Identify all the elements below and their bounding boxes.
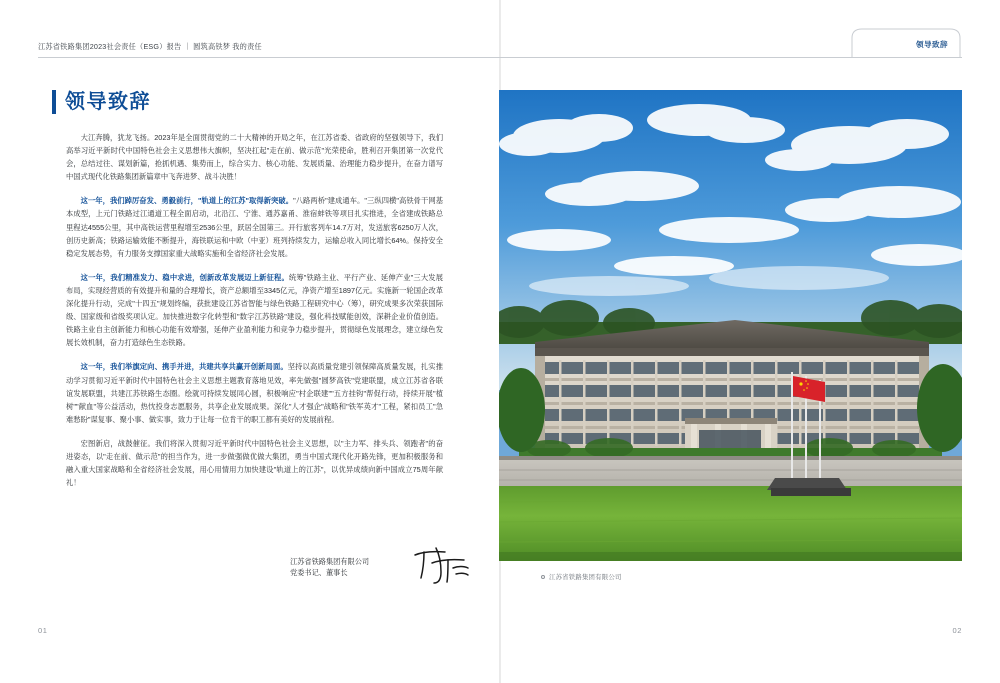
caption-bullet-icon xyxy=(541,575,545,579)
paragraph xyxy=(66,271,443,350)
paragraph xyxy=(66,437,443,489)
article-body xyxy=(66,131,443,489)
paragraph-text: 坚持以高质量党建引领保障高质量发展，扎实推动学习贯彻习近平新时代中国特色社会主义思想主题教育落地见效，率先做强"圆梦高铁"党建联盟，成立江苏省各联谊发展联盟，共建江苏铁路生态圈。绘就可持续发展同心圆，积极响应"村企联建""五方挂钩"帮促行动，持续开展"植树""献血"等公益活动，热忱投身志愿服务，共享企业发展成果。深化"人才强企"战略和"铁军英才"工程，紧扣员工"急难愁盼"谋复事、聚小事、做实事，致力于让每一位肯干的职工都有美好的发展前程。 xyxy=(66,362,444,424)
paragraph-text: 统筹"铁路主业、平行产业、延伸产业"三大发展布局，实现经营质的有效提升和量的合理增长，资产总额增至3345亿元，净资产增至1897亿元。实施新一轮国企改革深化提升行动，完成"十四五"规划终编，获批建设江苏省智能与绿色铁路工程研究中心（筹），研究成果多次荣获国际级、国家级和省级奖项认定。加快推进数字化转型和"数字江苏铁路"建设，强化科技赋能创效，深耕企业价值创造。铁路主业自主创新能力和核心功能有效增强，延伸产业盈利能力和竞争力稳步提升，贯彻绿色发展理念，建立绿色发展长效机制，奋力打造绿色生态铁路。 xyxy=(66,272,443,348)
paragraph-lead: 这一年，我们举旗定向、携手并进，共建共享共赢开创新局面。 xyxy=(80,362,288,372)
photo-caption xyxy=(541,572,622,581)
paragraph-lead: 这一年，我们踔厉奋发、勇毅前行，"轨道上的江苏"取得新突破。 xyxy=(80,196,294,206)
title-accent-bar xyxy=(52,90,56,114)
paragraph xyxy=(66,194,443,259)
building-photograph xyxy=(499,90,962,561)
folio-right: 02 xyxy=(952,626,962,635)
title-text: 领导致辞 xyxy=(65,91,151,113)
header-running-title: 江苏省铁路集团2023社会责任（ESG）报告 ｜ 圆筑高铁梦 我的责任 xyxy=(38,42,262,51)
signature-role: 党委书记、董事长 xyxy=(290,568,348,578)
paragraph xyxy=(66,131,443,183)
header-rule xyxy=(38,57,962,58)
page-title xyxy=(52,90,151,114)
folio-left: 01 xyxy=(38,626,48,635)
paragraph-text: "八路两桥"建成通车。"三纵四横"高铁骨干网基本成型，上元门铁路过江通道工程全面启动，北沿江、宁淮、通苏嘉甬、淮宿蚌铁等项目扎实推进，全省建成铁路总里程达4555公里，其中高铁运营里程增至2536公里，跃居全国第三。开行旅客列车14.7万对，发送旅客6250万人次，创历史新高；铁路运输效能不断提升，海铁联运和中欧（中亚）班列持续发力，运输总收入同比增长64%。保持安全稳定发展态势，有力服务支撑国家重大战略实施和全省经济社会发展。 xyxy=(66,196,443,258)
paragraph-lead: 这一年，我们精准发力、稳中求进，创新改革发展迈上新征程。 xyxy=(80,272,289,282)
signature-company: 江苏省铁路集团有限公司 xyxy=(290,557,370,566)
paragraph-text: 大江奔腾，犹龙飞扬。2023年是全面贯彻党的二十大精神的开局之年，在江苏省委、省政府的坚强领导下，我们高举习近平新时代中国特色社会主义思想伟大旗帜，坚决扛起"走在前、做示范"光荣使命，胜利召开集团第一次党代会，总结过往、谋划新篇，抢抓机遇、集势而上，综合实力、核心功能、发展质量、治理能力稳步提升，在奋力谱写中国式现代化铁路集团新篇章中飞奔进梦、战斗决胜！ xyxy=(66,133,443,182)
section-tab-label: 领导致辞 xyxy=(916,40,948,49)
paragraph xyxy=(66,360,443,425)
caption-text: 江苏省铁路集团有限公司 xyxy=(549,574,622,581)
paragraph-text: 宏图新启，战鼓催征。我们将深入贯彻习近平新时代中国特色社会主义思想，以"主力军、排头兵、领跑者"的奋进姿态，以"走在前、做示范"的担当作为，进一步做强做优做大集团，勇当中国式现代化开路先锋，更加积极服务和融入重大国家战略和全省经济社会发展，用心用情用力加快建设"轨道上的江苏"，以优异成绩向新中国成立75周年献礼！ xyxy=(66,438,443,488)
handwritten-signature xyxy=(412,546,470,586)
